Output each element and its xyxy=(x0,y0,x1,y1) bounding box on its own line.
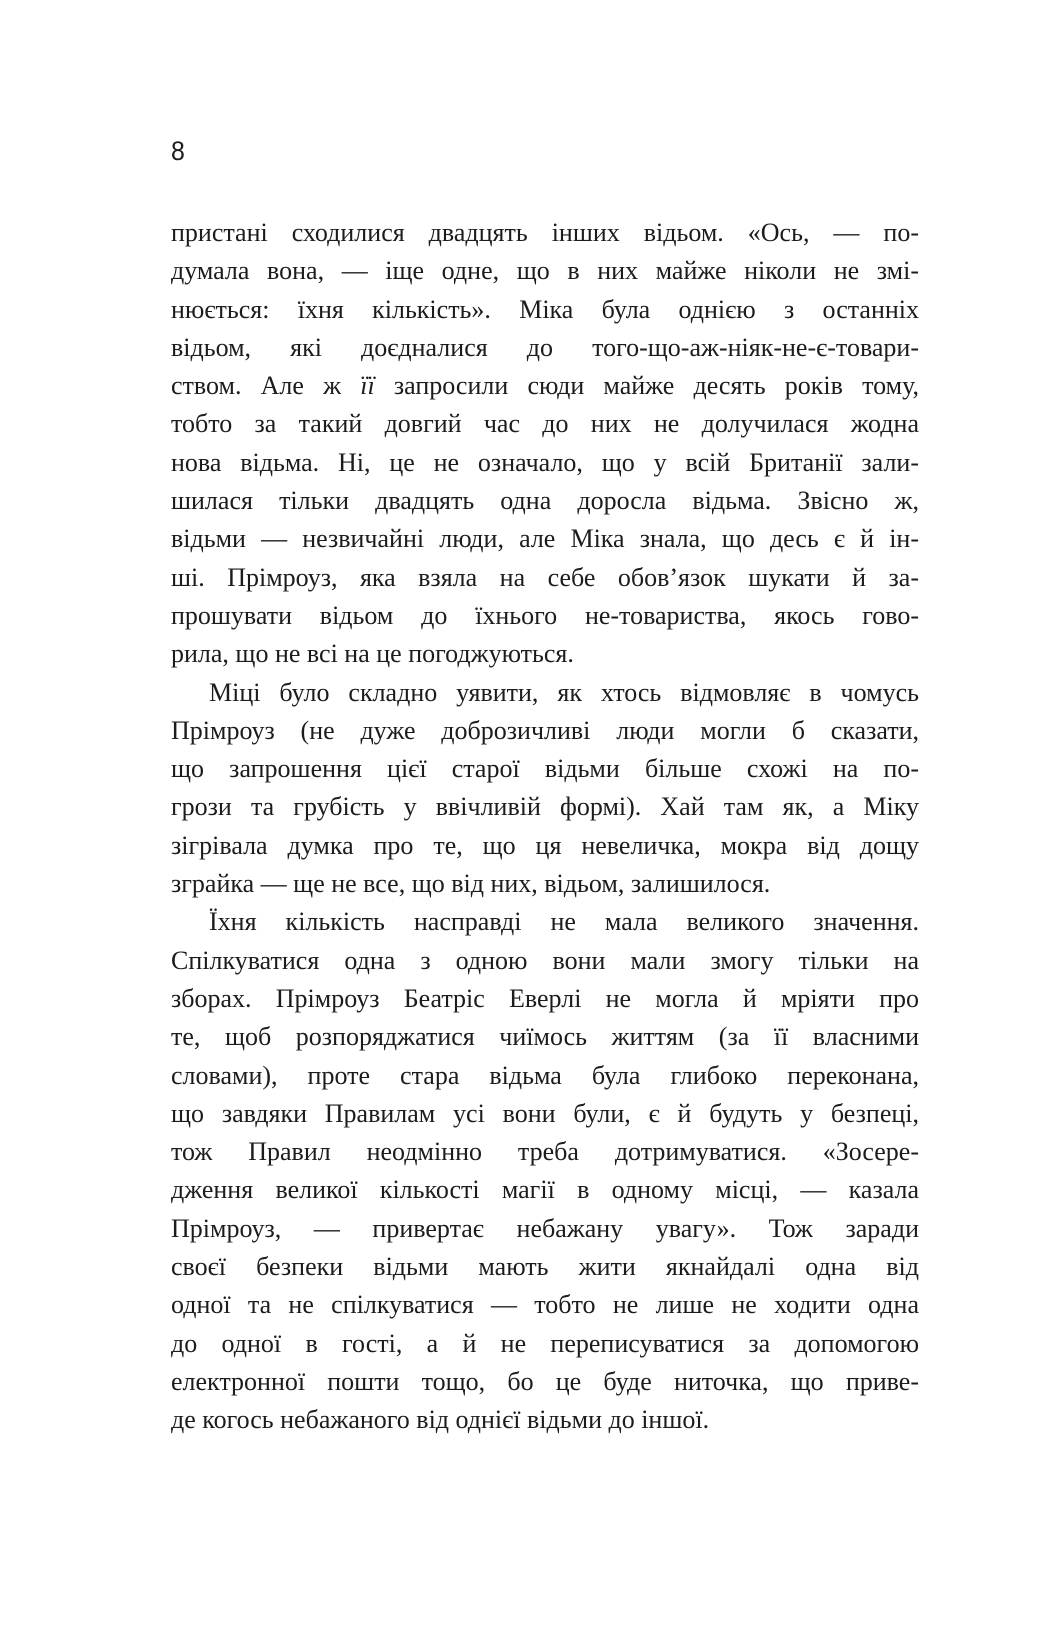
text-line: електронної пошти тощо, бо це буде ниточка, що приве- xyxy=(171,1366,919,1396)
text-line: Міці було складно уявити, як хтось відмовляє в чомусь xyxy=(209,677,919,707)
text-line: зборах. Прімроуз Беатріс Еверлі не могла й мріяти про xyxy=(171,983,919,1013)
text-line: до одної в гості, а й не переписуватися за допомогою xyxy=(171,1328,919,1358)
text-line: рила, що не всі на це погоджуються. xyxy=(171,639,574,669)
text-line: зграйка — ще не все, що від них, відьом, залишилося. xyxy=(171,869,771,899)
paragraph xyxy=(171,674,919,904)
text-line: нюється: їхня кількість». Міка була однією з останніх xyxy=(171,294,919,324)
text-line: пристані сходилися двадцять інших відьом. «Ось, — по- xyxy=(171,218,919,247)
text-line: Прімроуз (не дуже доброзичливі люди могли б сказати, xyxy=(171,715,919,745)
text-line: Прімроуз, — привертає небажану увагу». Тож заради xyxy=(171,1213,919,1243)
page-text xyxy=(171,214,919,1440)
text-line: нова відьма. Ні, це не означало, що у всій Британії зали- xyxy=(171,447,919,477)
text-line: прошувати відьом до їхнього не-товариства, якось гово- xyxy=(171,600,919,630)
text-line: те, щоб розпоряджатися чиїмось життям (за її власними xyxy=(171,1022,919,1052)
text-line: зігрівала думка про те, що ця невеличка, мокра від дощу xyxy=(171,830,919,860)
paragraph xyxy=(171,903,919,1439)
text-line: що завдяки Правилам усі вони були, є й будуть у безпеці, xyxy=(171,1098,919,1128)
text-line: що запрошення цієї старої відьми більше схожі на по- xyxy=(171,754,919,784)
text-line: одної та не спілкуватися — тобто не лише не ходити одна xyxy=(171,1290,919,1320)
text-line: своєї безпеки відьми мають жити якнайдалі одна від xyxy=(171,1252,919,1282)
text-line: грози та грубість у ввічливій формі). Хай там як, а Міку xyxy=(171,792,919,822)
text-line: відьом, які доєдналися до того-що-аж-ніяк-не-є-товари- xyxy=(171,332,919,362)
text-line: шилася тільки двадцять одна доросла відьма. Звісно ж, xyxy=(171,486,919,516)
text-line: словами), проте стара відьма була глибоко переконана, xyxy=(171,1060,919,1090)
emphasis: її xyxy=(360,371,375,401)
text-line: дження великої кількості магії в одному місці, — казала xyxy=(171,1175,919,1205)
paragraph xyxy=(171,214,919,674)
page-number: 8 xyxy=(171,136,185,166)
text-line: відьми — незвичайні люди, але Міка знала, що десь є й ін- xyxy=(171,524,919,554)
text-line: ші. Прімроуз, яка взяла на себе обов’язок шукати й за- xyxy=(171,562,919,592)
text-line: думала вона, — іще одне, що в них майже ніколи не змі- xyxy=(171,256,919,286)
text-line: де когось небажаного від однієї відьми до іншої. xyxy=(171,1405,710,1435)
text-line: тобто за такий довгий час до них не долучилася жодна xyxy=(171,409,919,439)
text-line: Їхня кількість насправді не мала великого значення. xyxy=(209,907,919,937)
text-line: Спілкуватися одна з одною вони мали змогу тільки на xyxy=(171,945,919,975)
text-line: тож Правил неодмінно треба дотримуватися. «Зосере- xyxy=(171,1137,919,1167)
text-line: ством. Але ж її запросили сюди майже десять років тому, xyxy=(171,371,919,401)
